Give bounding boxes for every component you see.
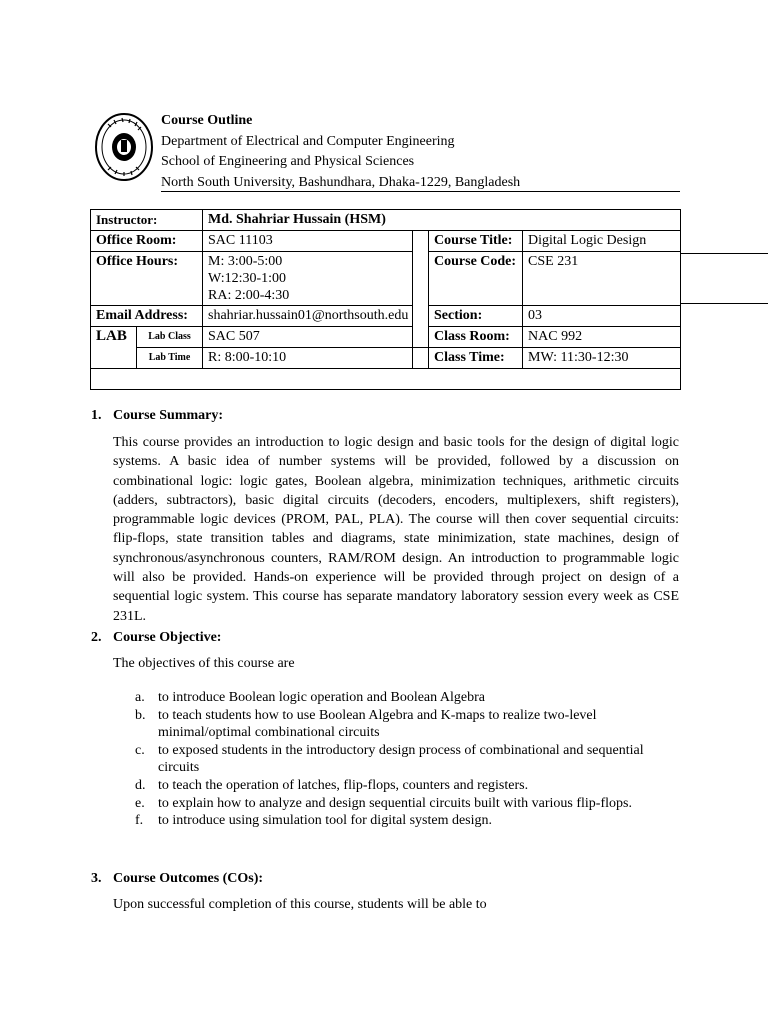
table-extension-line	[680, 303, 768, 304]
section-title: Course Outcomes (COs):	[113, 871, 264, 886]
section-heading-course-summary	[91, 408, 223, 424]
list-item	[113, 812, 673, 830]
university-address-line: North South University, Bashundhara, Dhaka-1229, Bangladesh	[161, 174, 521, 190]
table-row	[91, 210, 681, 231]
section-title: Course Objective:	[113, 630, 222, 645]
office-hours-value	[203, 252, 413, 306]
objectives-intro: The objectives of this course are	[113, 656, 295, 671]
objectives-list	[113, 689, 673, 830]
instructor-label: Instructor:	[91, 210, 203, 231]
section-number: 3.	[91, 871, 102, 886]
list-item-text: to introduce Boolean logic operation and Boolean Algebra	[158, 690, 485, 705]
table-row	[91, 369, 681, 390]
section-number: 1.	[91, 408, 102, 423]
office-hours-label: Office Hours:	[91, 252, 203, 306]
list-item	[113, 795, 673, 813]
section-number: 2.	[91, 630, 102, 645]
email-value: shahriar.hussain01@northsouth.edu	[203, 306, 413, 327]
section-label: Section:	[429, 306, 523, 327]
email-label: Email Address:	[91, 306, 203, 327]
list-item-text: to teach the operation of latches, flip-flops, counters and registers.	[158, 777, 529, 793]
list-item	[113, 777, 673, 795]
class-time-label: Class Time:	[429, 348, 523, 369]
section-heading-course-outcomes	[91, 871, 263, 887]
header-divider	[161, 191, 680, 192]
table-row	[91, 327, 681, 348]
lab-time-label: Lab Time	[137, 348, 203, 369]
table-extension-line	[680, 253, 768, 254]
section-value: 03	[523, 306, 681, 327]
table-row	[91, 348, 681, 369]
class-room-value: NAC 992	[523, 327, 681, 348]
list-item	[113, 742, 673, 777]
class-time-value: MW: 11:30-12:30	[523, 348, 681, 369]
school-line: School of Engineering and Physical Sciences	[161, 154, 415, 169]
section-title: Course Summary:	[113, 408, 224, 423]
table-row	[91, 252, 681, 306]
course-info-table	[90, 209, 681, 390]
list-item	[113, 689, 673, 707]
lab-label: LAB	[91, 327, 137, 369]
lab-class-label: Lab Class	[137, 327, 203, 348]
table-row	[91, 306, 681, 327]
list-item-text: to introduce using simulation tool for digital system design.	[158, 813, 493, 829]
course-title-value: Digital Logic Design	[523, 231, 681, 252]
list-marker: a.	[135, 690, 145, 705]
list-marker: e.	[135, 795, 145, 811]
document-title: Course Outline	[161, 113, 253, 128]
list-marker: b.	[135, 707, 146, 723]
lab-class-value: SAC 507	[203, 327, 413, 348]
list-marker: d.	[135, 777, 146, 793]
office-room-value: SAC 11103	[203, 231, 413, 252]
department-line: Department of Electrical and Computer Engineering	[161, 133, 455, 149]
list-item-text: to explain how to analyze and design sequential circuits built with various flip-flops.	[158, 795, 632, 811]
list-marker: f.	[135, 813, 144, 829]
document-header	[161, 111, 520, 193]
office-hours-line: RA: 2:00-4:30	[208, 288, 290, 303]
empty-table-row-cell	[91, 369, 681, 390]
table-spacer-cell	[413, 348, 429, 369]
office-room-label: Office Room:	[91, 231, 203, 252]
university-seal-icon	[94, 112, 154, 182]
lab-time-value: R: 8:00-10:10	[203, 348, 413, 369]
outcomes-intro: Upon successful completion of this course, students will be able to	[113, 897, 487, 912]
class-room-label: Class Room:	[429, 327, 523, 348]
list-item	[113, 707, 673, 742]
office-hours-line: W:12:30-1:00	[208, 271, 287, 286]
course-code-label: Course Code:	[429, 252, 523, 306]
list-item-text: to teach students how to use Boolean Algebra and K-maps to realize two-level minimal/optimal combinational circuits	[158, 707, 597, 741]
instructor-value: Md. Shahriar Hussain (HSM)	[203, 210, 681, 231]
table-row	[91, 231, 681, 252]
course-code-value: CSE 231	[523, 252, 681, 306]
course-title-label: Course Title:	[429, 231, 523, 252]
list-marker: c.	[135, 742, 145, 758]
course-summary-text: This course provides an introduction to logic design and basic tools for the design of digital logic systems. A basic idea of number systems will be provided, followed by a discussion on combinational logic: logic gates, Boolean algebra, minimization techniques, arithmetic circuits (adders, subtractors), basic digital circuits (decoders, encoders, multiplexers, shift registers), programmable logic devices (PROM, PAL, PLA). The course will then cover sequential circuits: flip-flops, state transition tables and diagrams, state minimization, state machines, design of synchronous/asynchronous counters, RAM/ROM design. An introduction to programmable logic will also be provided. Hands-on experience will be provided through project on design of a sequential logic system. This course has separate mandatory laboratory session every week as CSE 231L.	[113, 435, 679, 624]
section-heading-course-objective	[91, 630, 221, 646]
table-spacer-cell	[413, 231, 429, 348]
list-item-text: to exposed students in the introductory design process of combinational and sequential circuits	[158, 742, 644, 776]
office-hours-line: M: 3:00-5:00	[208, 254, 283, 269]
